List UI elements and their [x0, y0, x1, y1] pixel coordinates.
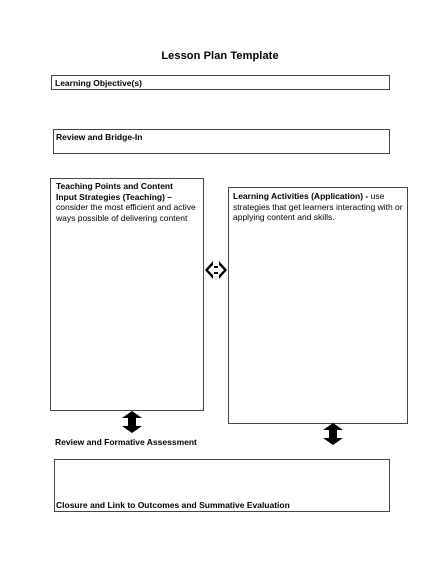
double-arrow-vertical-icon: [122, 411, 142, 433]
double-arrow-vertical-icon: [323, 423, 343, 445]
closure-label: Closure and Link to Outcomes and Summative Evaluation: [56, 500, 290, 510]
learning-activities-text: [233, 191, 403, 223]
learning-activities-description: use strategies that get learners interacting with or applying content and skills.: [233, 191, 403, 222]
double-arrow-horizontal-icon: [205, 261, 227, 279]
learning-objectives-label: Learning Objective(s): [55, 78, 142, 88]
teaching-points-box: [50, 178, 204, 411]
page-title: Lesson Plan Template: [161, 50, 279, 62]
review-bridge-in-label: Review and Bridge-In: [56, 132, 143, 142]
teaching-points-text: [56, 181, 196, 223]
review-bridge-in-box: [53, 129, 390, 154]
teaching-points-heading: Teaching Points and Content Input Strategies (Teaching) –: [56, 181, 173, 202]
learning-activities-heading: Learning Activities (Application) -: [233, 191, 369, 201]
formative-assessment-label: Review and Formative Assessment: [55, 437, 197, 447]
learning-activities-box: [228, 187, 408, 424]
teaching-points-description: consider the most efficient and active ways possible of delivering content: [56, 202, 196, 223]
learning-objectives-box: [51, 75, 390, 90]
closure-box: [54, 459, 390, 512]
